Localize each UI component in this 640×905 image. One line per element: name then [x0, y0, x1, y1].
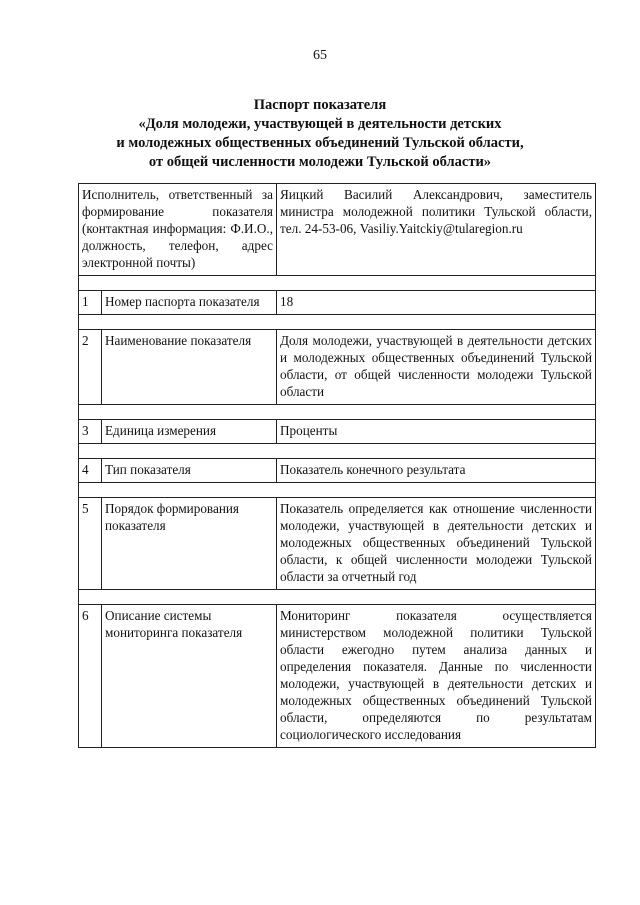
row-name: Номер паспорта показателя [102, 291, 277, 315]
row-name: Описание системы мониторинга показателя [102, 605, 277, 748]
executor-label: Исполнитель, ответственный за формирование показателя (контактная информация: Ф.И.О., должность, телефон, адрес электронной почты) [79, 184, 277, 276]
row-number: 2 [79, 330, 102, 405]
row-number: 5 [79, 498, 102, 590]
passport-table [78, 183, 596, 748]
title-line: Паспорт показателя [253, 97, 387, 113]
table-row [79, 330, 596, 405]
row-value: Доля молодежи, участвующей в деятельности детских и молодежных общественных объединений Тульской области, от общей численности молодежи Тульской области [277, 330, 596, 405]
row-number: 4 [79, 459, 102, 483]
row-value: 18 [277, 291, 596, 315]
row-value: Показатель определяется как отношение численности молодежи, участвующей в деятельности детских и молодежных общественных объединений Тульской области, к общей численности молодежи Тульской области за отчетный год [277, 498, 596, 590]
title-line: «Доля молодежи, участвующей в деятельности детских [138, 116, 502, 132]
table-row [79, 420, 596, 444]
row-number: 3 [79, 420, 102, 444]
row-number: 1 [79, 291, 102, 315]
document-title [0, 96, 640, 172]
page-number: 65 [313, 48, 327, 63]
table-gap [79, 444, 596, 459]
table-gap [79, 315, 596, 330]
table-gap [79, 276, 596, 291]
table-row [79, 459, 596, 483]
executor-value: Яицкий Василий Александрович, заместитель министра молодежной политики Тульской области, тел. 24-53-06, Vasiliy.Yaitckiy@tularegion.ru [277, 184, 596, 276]
row-value: Проценты [277, 420, 596, 444]
row-name: Единица измерения [102, 420, 277, 444]
table-gap [79, 405, 596, 420]
row-name: Порядок формирования показателя [102, 498, 277, 590]
row-name: Наименование показателя [102, 330, 277, 405]
executor-row [79, 184, 596, 276]
table-gap [79, 590, 596, 605]
row-value: Показатель конечного результата [277, 459, 596, 483]
table-row [79, 291, 596, 315]
row-name: Тип показателя [102, 459, 277, 483]
table-row [79, 605, 596, 748]
row-number: 6 [79, 605, 102, 748]
title-line: от общей численности молодежи Тульской области» [148, 154, 492, 170]
table-gap [79, 483, 596, 498]
table-row [79, 498, 596, 590]
row-value: Мониторинг показателя осуществляется министерством молодежной политики Тульской области ежегодно путем анализа данных и определения показателя. Данные по численности молодежи, участвующей в деятельности детских и молодежных общественных объединений Тульской области, определяются по результатам социологического исследования [277, 605, 596, 748]
title-line: и молодежных общественных объединений Тульской области, [116, 135, 524, 151]
